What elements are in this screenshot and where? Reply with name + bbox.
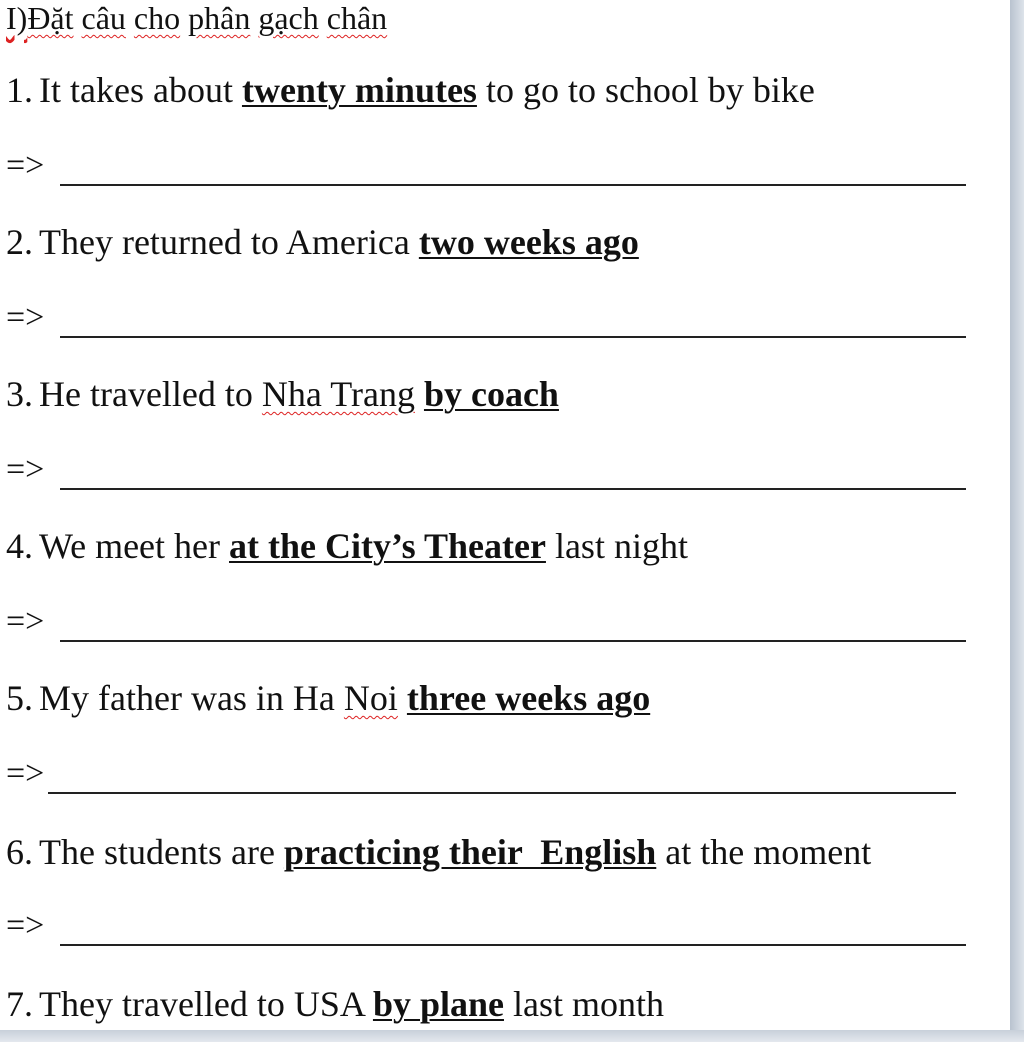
answer-line-4[interactable] (60, 640, 966, 642)
question-2 (6, 222, 639, 262)
answer-line-2[interactable] (60, 336, 966, 338)
underlined-phrase: practicing their English (283, 832, 657, 872)
answer-prefix-5: => (6, 755, 45, 792)
answer-prefix-1: => (6, 147, 45, 184)
underlined-phrase: twenty minutes (241, 70, 477, 110)
underlined-phrase: by plane (372, 984, 504, 1024)
heading-word: chân (326, 0, 388, 36)
underlined-phrase: two weeks ago (418, 222, 639, 262)
underlined-phrase: by coach (423, 374, 559, 414)
question-4 (6, 526, 688, 566)
answer-prefix-3: => (6, 451, 45, 488)
question-text-after: to go to school by bike (485, 70, 815, 110)
question-text-before: My father was in Ha (39, 678, 335, 718)
answer-prefix-2: => (6, 299, 45, 336)
window-bottom-edge (0, 1030, 1024, 1042)
question-6 (6, 832, 871, 872)
heading-word: cho (133, 0, 181, 36)
question-number: 4. (6, 526, 33, 566)
answer-line-3[interactable] (60, 488, 966, 490)
place-name: Noi (343, 678, 398, 718)
place-name: Nha Trang (261, 374, 415, 414)
question-text-before: They travelled to USA (39, 984, 364, 1024)
answer-line-5[interactable] (48, 792, 956, 794)
question-number: 3. (6, 374, 33, 414)
window-right-edge (1010, 0, 1024, 1042)
question-number: 2. (6, 222, 33, 262)
answer-prefix-4: => (6, 603, 45, 640)
question-text-before: They returned to America (39, 222, 410, 262)
question-1 (6, 70, 815, 110)
answer-prefix-6: => (6, 907, 45, 944)
question-text-after: at the moment (665, 832, 872, 872)
heading-word: phân (188, 0, 251, 36)
question-text-before: He travelled to (39, 374, 253, 414)
question-3 (6, 374, 559, 414)
answer-line-6[interactable] (60, 944, 966, 946)
heading-word: Đặt (27, 0, 74, 36)
question-text-before: It takes about (39, 70, 233, 110)
answer-line-1[interactable] (60, 184, 966, 186)
question-number: 7. (6, 984, 33, 1024)
question-text-before: We meet her (39, 526, 221, 566)
heading-word: gạch (258, 0, 319, 36)
question-5 (6, 678, 650, 718)
question-text-after: last night (554, 526, 688, 566)
question-text-before: The students are (39, 832, 275, 872)
underlined-phrase: at the City’s Theater (229, 526, 546, 566)
section-heading (6, 0, 387, 36)
underlined-phrase: three weeks ago (406, 678, 651, 718)
question-7 (6, 984, 664, 1024)
question-number: 1. (6, 70, 33, 110)
question-text-after: last month (512, 984, 664, 1024)
question-number: 5. (6, 678, 33, 718)
question-number: 6. (6, 832, 33, 872)
heading-word: câu (81, 0, 126, 36)
heading-prefix: I) (6, 0, 28, 36)
